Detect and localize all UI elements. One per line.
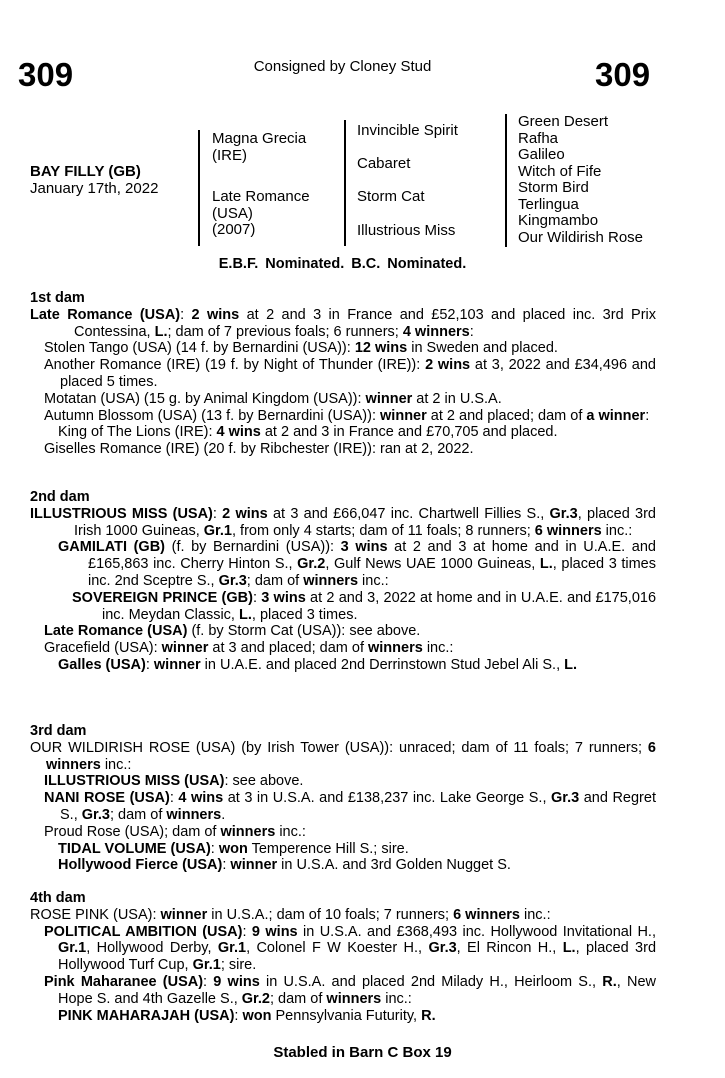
- great-grandparent-1: Green Desert: [518, 113, 609, 130]
- progeny-entry: Proud Rose (USA); dam of winners inc.:: [44, 823, 306, 840]
- lot-number-right: 309: [595, 56, 651, 93]
- consignor: Consigned by Cloney Stud: [253, 58, 432, 75]
- pedigree-divider-1: [198, 130, 200, 246]
- progeny-entry: Gracefield (USA): winner at 3 and placed; dam of winners inc.:: [44, 640, 454, 657]
- progeny-entry: TIDAL VOLUME (USA): won Temperence Hill S.; sire.: [58, 840, 409, 857]
- stabled-location: Stabled in Barn C Box 19: [273, 1044, 452, 1061]
- dam-paragraph: OUR WILDIRISH ROSE (USA) (by Irish Tower (USA)): unraced; dam of 11 foals; 7 runners; 6 winners inc.:: [30, 739, 656, 773]
- great-grandparent-4: Witch of Fife: [518, 162, 602, 180]
- progeny-entry: Stolen Tango (USA) (14 f. by Bernardini (USA)): 12 wins in Sweden and placed.: [44, 340, 558, 357]
- pedigree-divider-2: [344, 120, 346, 246]
- dam-year: (2007): [212, 221, 256, 238]
- dam-paragraph: Late Romance (USA): 2 wins at 2 and 3 in France and £52,103 and placed inc. 3rd Prix Contessina, L.; dam of 7 previous foals; 6 runners; 4 winners:: [30, 306, 656, 340]
- great-grandparent-2: Rafha: [518, 129, 559, 147]
- horse-title: BAY FILLY (GB): [30, 163, 141, 180]
- great-grandparent-8: Our Wildirish Rose: [518, 228, 644, 246]
- progeny-entry: King of The Lions (IRE): 4 wins at 2 and 3 in France and £70,705 and placed.: [58, 424, 558, 441]
- section-heading: 4th dam: [30, 890, 86, 906]
- progeny-entry: Giselles Romance (IRE) (20 f. by Ribchester (IRE)): ran at 2, 2022.: [44, 441, 474, 458]
- progeny-entry: Autumn Blossom (USA) (13 f. by Bernardini (USA)): winner at 2 and placed; dam of a winner:: [44, 407, 650, 424]
- progeny-entry: SOVEREIGN PRINCE (GB): 3 wins at 2 and 3, 2022 at home and in U.A.E. and £175,016 inc. Meydan Classic, L., placed 3 times.: [72, 589, 657, 623]
- fourth-dam-section: [30, 890, 656, 1024]
- progeny-entry: ILLUSTRIOUS MISS (USA): see above.: [44, 773, 304, 790]
- progeny-entry: NANI ROSE (USA): 4 wins at 3 in U.S.A. and £138,237 inc. Lake George S., Gr.3 and Regret S., Gr.3; dam of winners.: [44, 790, 656, 823]
- great-grandparent-5: Storm Bird: [518, 179, 589, 196]
- dam-paragraph: ILLUSTRIOUS MISS (USA): 2 wins at 3 and £66,047 inc. Chartwell Fillies S., Gr.3, placed 3rd Irish 1000 Guineas, Gr.1, from only 4 starts; dam of 11 foals; 8 runners; 6 winners inc.:: [30, 505, 656, 539]
- progeny-entry: Motatan (USA) (15 g. by Animal Kingdom (USA)): winner at 2 in U.S.A.: [44, 390, 502, 407]
- progeny-entry: Pink Maharanee (USA): 9 wins in U.S.A. and placed 2nd Milady H., Heirloom S., R., New Hope S. and 4th Gazelle S., Gr.2; dam of winners inc.:: [44, 973, 656, 1007]
- second-dam-section: [30, 489, 656, 674]
- nominations: E.B.F. Nominated. B.C. Nominated.: [218, 256, 467, 272]
- grandparent-3: Storm Cat: [357, 188, 425, 205]
- section-heading: 2nd dam: [30, 489, 90, 505]
- grandparent-1: Invincible Spirit: [357, 122, 458, 139]
- progeny-entry: Galles (USA): winner in U.A.E. and placed 2nd Derrinstown Stud Jebel Ali S., L.: [58, 656, 578, 673]
- progeny-entry: GAMILATI (GB) (f. by Bernardini (USA)): 3 wins at 2 and 3 at home and in U.A.E. and £165,863 inc. Cherry Hinton S., Gr.2, Gulf News UAE 1000 Guineas, L., placed 3 times inc. 2nd Sceptre S., Gr.3; dam of winners inc.:: [58, 539, 656, 589]
- horse-info: [30, 164, 158, 197]
- grandparent-2: Cabaret: [357, 155, 411, 172]
- foaling-date: January 17th, 2022: [30, 179, 159, 197]
- section-heading: 3rd dam: [30, 723, 87, 739]
- progeny-entry: POLITICAL AMBITION (USA): 9 wins in U.S.A. and £368,493 inc. Hollywood Invitational H., Gr.1, Hollywood Derby, Gr.1, Colonel F W Koester H., Gr.3, El Rincon H., L., placed 3rd Hollywood Turf Cup, Gr.1; sire.: [44, 923, 657, 974]
- pedigree-dam: [212, 189, 310, 239]
- dam-paragraph: ROSE PINK (USA): winner in U.S.A.; dam of 10 foals; 7 runners; 6 winners inc.:: [30, 906, 551, 923]
- dam-name: Late Romance: [212, 188, 310, 205]
- progeny-entry: Another Romance (IRE) (19 f. by Night of Thunder (IRE)): 2 wins at 3, 2022 and £34,496 and placed 5 times.: [44, 357, 656, 390]
- first-dam-section: [30, 290, 656, 458]
- section-heading: 1st dam: [30, 290, 85, 306]
- great-grandparent-6: Terlingua: [518, 195, 579, 213]
- dam-country: (USA): [212, 204, 253, 222]
- great-grandparent-7: Kingmambo: [518, 212, 599, 229]
- sire-country: (IRE): [212, 146, 247, 164]
- progeny-entry: PINK MAHARAJAH (USA): won Pennsylvania Futurity, R.: [58, 1007, 436, 1024]
- grandparent-4: Illustrious Miss: [357, 222, 456, 239]
- sire-name: Magna Grecia: [212, 130, 307, 147]
- pedigree-divider-3: [505, 114, 507, 247]
- great-grandparent-3: Galileo: [518, 146, 565, 163]
- lot-number-left: 309: [18, 56, 74, 93]
- third-dam-section: [30, 723, 656, 874]
- great-grandparents: [518, 114, 643, 246]
- progeny-entry: Hollywood Fierce (USA): winner in U.S.A. and 3rd Golden Nugget S.: [58, 857, 511, 874]
- progeny-entry: Late Romance (USA) (f. by Storm Cat (USA)): see above.: [44, 623, 421, 640]
- pedigree-sire: [212, 131, 306, 164]
